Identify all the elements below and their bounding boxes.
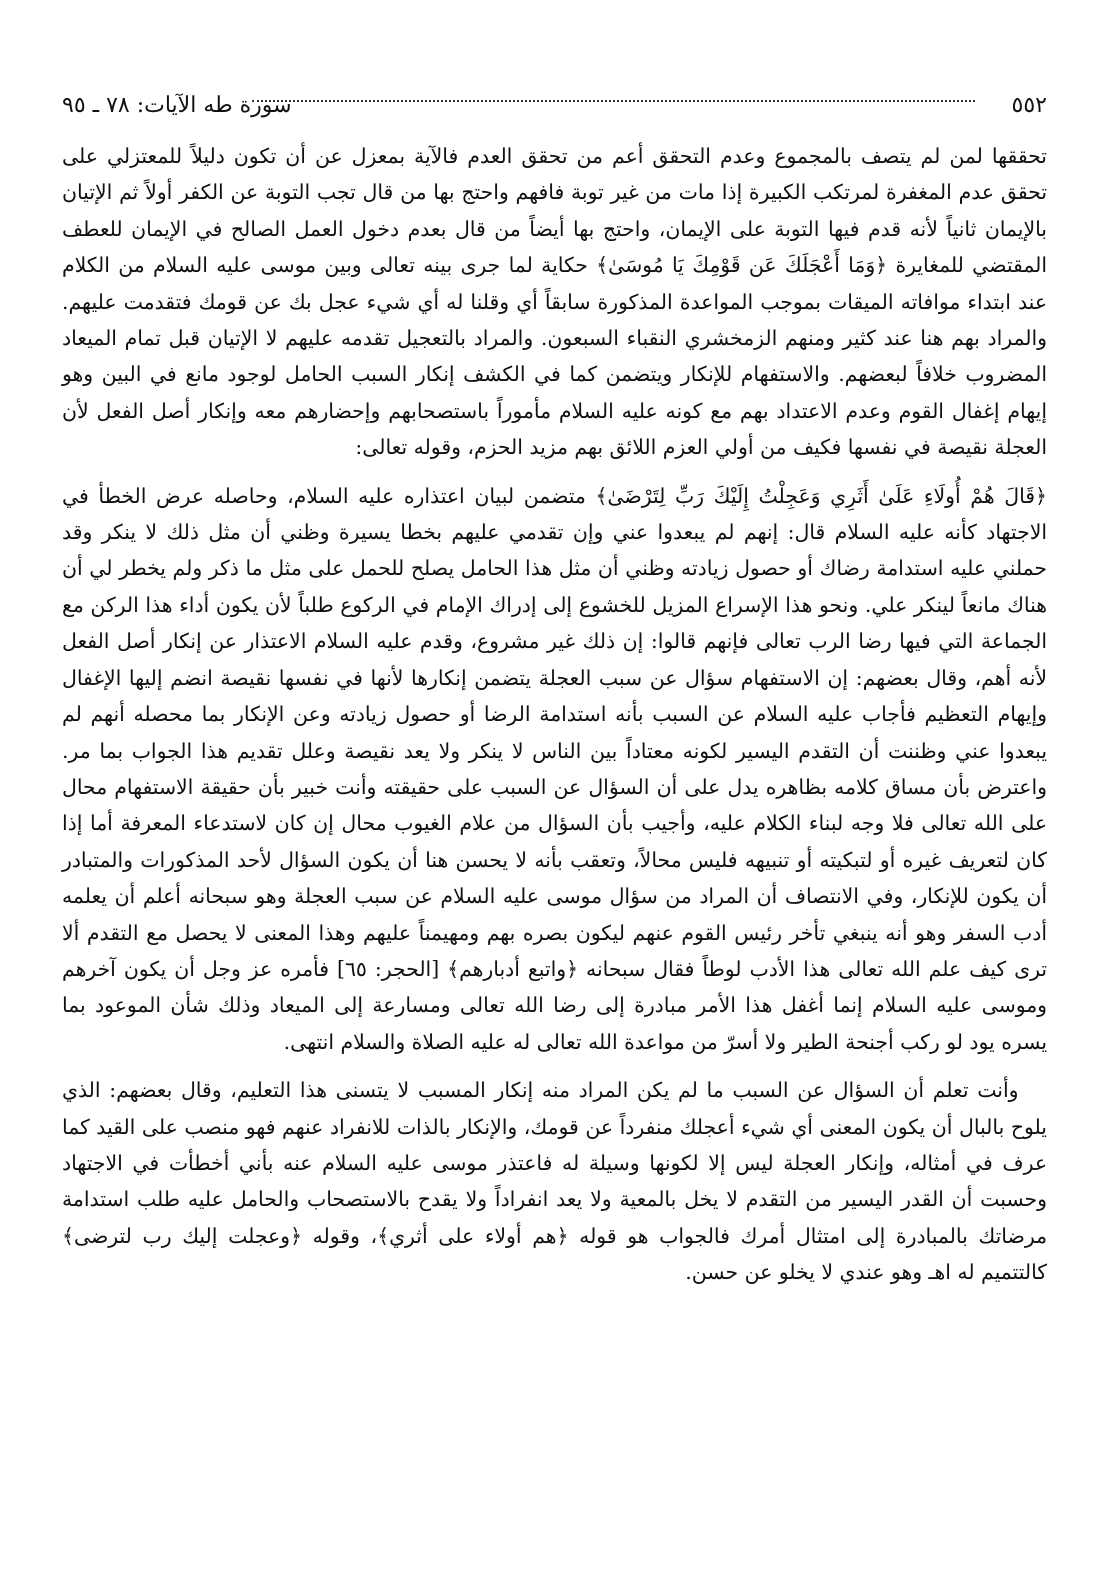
paragraph-three: وأنت تعلم أن السؤال عن السبب ما لم يكن المراد منه إنكار المسبب لا يتسنى هذا التعليم، وقال بعضهم: الذي يلوح بالبال أن يكون المعنى أي شيء أعجلك منفرداً عن قومك، والإنكار بالذات للانفراد عنهم فهو منصب على القيد كما عرف في أمثاله، وإنكار العجلة ليس إلا لكونها وسيلة له فاعتذر موسى عليه السلام عنه بأني أخطأت في الاجتهاد وحسبت أن القدر اليسير من التقدم لا يخل بالمعية ولا يعد انفراداً ولا يقدح بالاستصحاب والحامل عليه طلب استدامة مرضاتك بالمبادرة إلى امتثال أمرك فالجواب هو قوله ﴿هم أولاء على أثري﴾، وقوله ﴿وعجلت إليك رب لترضى﴾ كالتتميم له اهـ وهو عندي لا يخلو عن حسن. (62, 1078, 1047, 1285)
paragraph-two: ﴿قَالَ هُمْ أُولَاءِ عَلَىٰ أَثَرِي وَعَجِلْتُ إِلَيْكَ رَبِّ لِتَرْضَىٰ﴾ متضمن لبيان اعتذاره عليه السلام، وحاصله عرض الخطأ في الاجتهاد كأنه عليه السلام قال: إنهم لم يبعدوا عني وإن تقدمي عليهم بخطا يسيرة وظني أن مثل ذلك لا ينكر وقد حملني عليه استدامة رضاك أو حصول زيادته وظني أن مثل هذا الحامل يصلح للحمل على مثل ما ذكر ولم يخطر لي أن هناك مانعاً لينكر علي. ونحو هذا الإسراع المزيل للخشوع إلى إدراك الإمام في الركوع طلباً لأن يكون أداء هذا الركن مع الجماعة التي فيها رضا الرب تعالى فإنهم قالوا: إن ذلك غير مشروع، وقدم عليه السلام الاعتذار عن إنكار أصل الفعل لأنه أهم، وقال بعضهم: إن الاستفهام سؤال عن سبب العجلة يتضمن إنكارها لأنها في نفسها نقيصة انضم إليها الإغفال وإيهام التعظيم فأجاب عليه السلام عن السبب بأنه استدامة الرضا أو حصول زيادته وعن الإنكار بما محصله أنهم لم يبعدوا عني وظننت أن التقدم اليسير لكونه معتاداً بين الناس لا ينكر ولا يعد نقيصة وعلل تقديم هذا الجواب بما مر. واعترض بأن مساق كلامه بظاهره يدل على أن السؤال عن السبب على حقيقته وأنت خبير بأن حقيقة الاستفهام محال على الله تعالى فلا وجه لبناء الكلام عليه، وأجيب بأن السؤال من علام الغيوب محال إن كان لاستدعاء المعرفة أما إذا كان لتعريف غيره أو لتبكيته أو تنبيهه فليس محالاً، وتعقب بأنه لا يحسن هنا أن يكون السؤال لأحد المذكورات والمتبادر أن يكون للإنكار، وفي الانتصاف أن المراد من سؤال موسى عليه السلام عن سبب العجلة وهو سبحانه أعلم أن يعلمه أدب السفر وهو أنه ينبغي تأخر رئيس القوم عنهم ليكون بصره بهم ومهيمناً عليهم وهذا المعنى لا يحصل مع التقدم ألا ترى كيف علم الله تعالى هذا الأدب لوطاً فقال سبحانه ﴿واتبع أدبارهم﴾ [الحجر: ٦٥] فأمره عز وجل أن يكون آخرهم وموسى عليه السلام إنما أغفل هذا الأمر مبادرة إلى رضا الله تعالى ومسارعة إلى الميعاد وذلك شأن الموعود بما يسره يود لو ركب أجنحة الطير ولا أسرّ من مواعدة الله تعالى له عليه الصلاة والسلام انتهى. (62, 483, 1047, 1054)
surah-verse-title: سورة طه الآيات: ٧٨ ـ ٩٥ (62, 93, 292, 118)
paragraph-one: تحققها لمن لم يتصف بالمجموع وعدم التحقق أعم من تحقق العدم فالآية بمعزل عن أن تكون دليلاً للمعتزلي على تحقق عدم المغفرة لمرتكب الكبيرة إذا مات من غير توبة فافهم واحتج بها من قال تجب التوبة عن الكفر أولاً ثم الإتيان بالإيمان ثانياً لأنه قدم فيها التوبة على الإيمان، واحتج بها أيضاً من قال بعدم دخول العمل الصالح في الإيمان للعطف المقتضي للمغايرة ﴿وَمَا أَعْجَلَكَ عَن قَوْمِكَ يَا مُوسَىٰ﴾ حكاية لما جرى بينه تعالى وبين موسى عليه السلام من الكلام عند ابتداء موافاته الميقات بموجب المواعدة المذكورة سابقاً أي وقلنا له أي شيء عجل بك عن قومك فتقدمت عليهم. والمراد بهم هنا عند كثير ومنهم الزمخشري النقباء السبعون. والمراد بالتعجيل تقدمه عليهم لا الإتيان قبل تمام الميعاد المضروب خلافاً لبعضهم. والاستفهام للإنكار ويتضمن كما في الكشف إنكار السبب الحامل لوجود مانع في البين وهو إيهام إغفال القوم وعدم الاعتداد بهم مع كونه عليه السلام مأموراً باستصحابهم وإحضارهم معه وإنكار أصل الفعل لأن العجلة نقيصة في نفسها فكيف من أولي العزم اللائق بهم مزيد الحزم، وقوله تعالى: (62, 144, 1047, 460)
page-header (62, 78, 1047, 134)
header-dotted-leader (252, 100, 975, 102)
page-number: ٥٥٢ (1011, 93, 1047, 118)
document-page (62, 78, 1047, 1518)
main-text-content (62, 138, 1047, 1291)
